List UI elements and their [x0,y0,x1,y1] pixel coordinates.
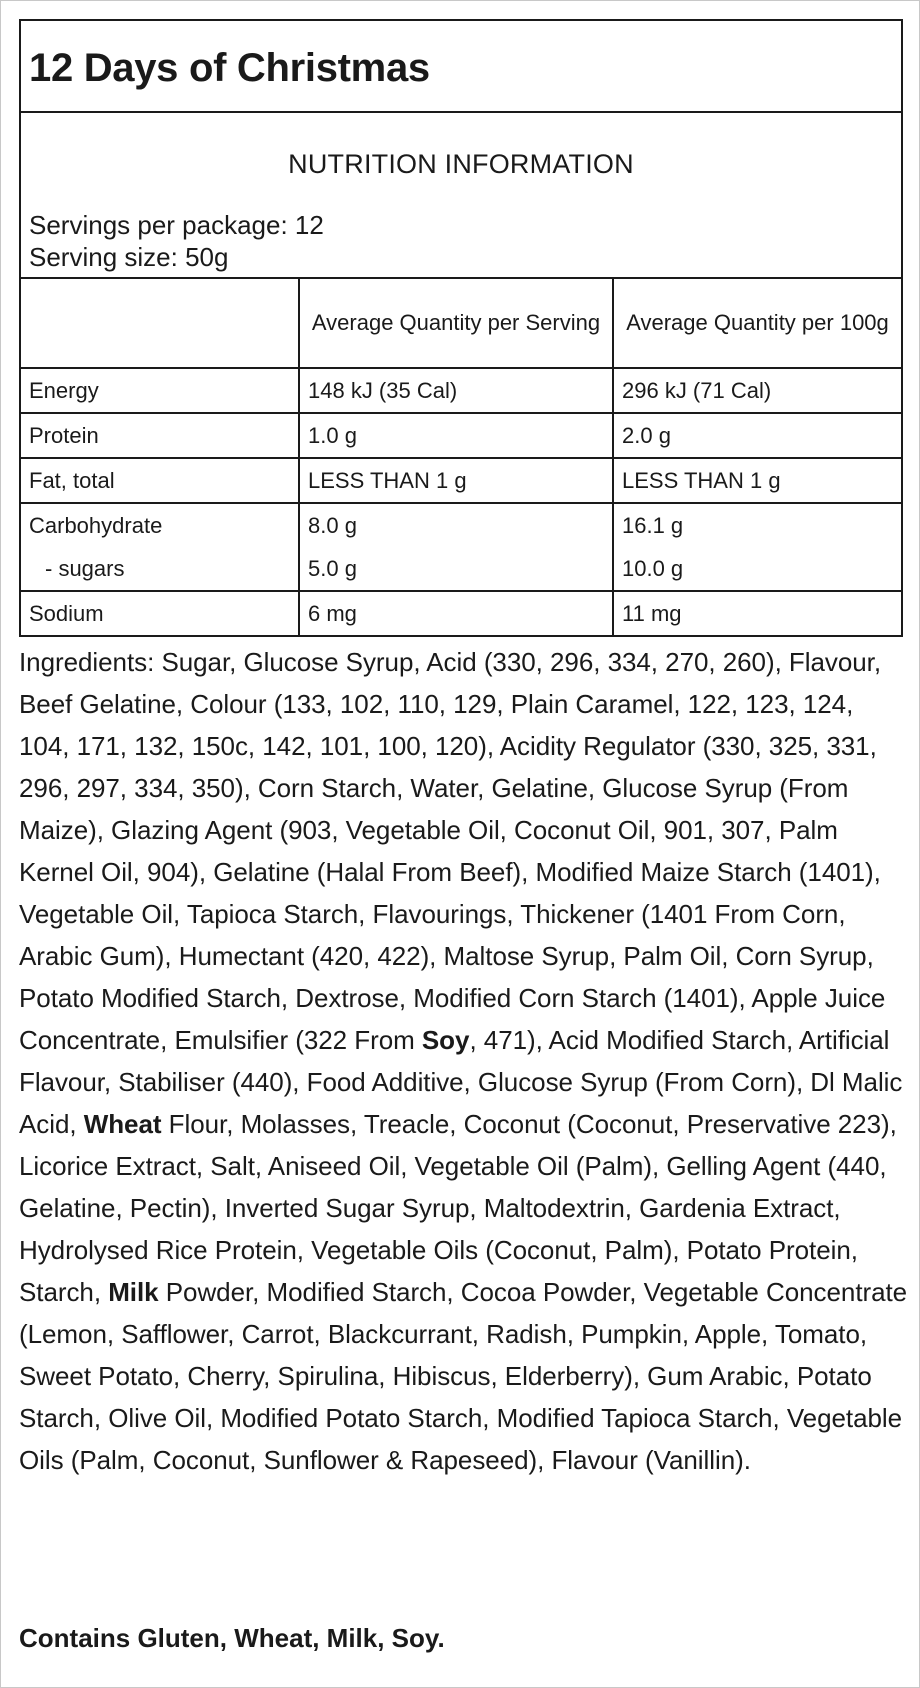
sub-value-per-100g: 10.0 g [622,556,684,581]
allergen-soy: Soy [421,1025,470,1055]
value-per-serving: 8.0 g [308,513,357,538]
nutrient-name: Sodium [21,591,299,636]
per-serving-cell [299,503,613,591]
column-header-per-100g: Average Quantity per 100g [613,279,901,368]
allergen-statement: Contains Gluten, Wheat, Milk, Soy. [19,1623,445,1653]
nutrient-name: Protein [21,413,299,458]
product-title: 12 Days of Christmas [29,45,430,90]
value-per-100g: 296 kJ (71 Cal) [613,368,901,413]
servings-block [29,209,324,273]
nutrient-name: Carbohydrate [29,513,163,538]
table-row-carbohydrate [21,503,901,591]
ingredients-text: Flour, Molasses, Treacle, Coconut (Coconut, Preservative 223), Licorice Extract, Salt, Aniseed Oil, Vegetable Oil (Palm), Gelling Agent (440, Gelatine, Pectin), Inverted Sugar Syrup, Maltodextrin, Gardenia Extract, Hydrolysed Rice Protein, Vegetable Oils (Coconut, Palm), Potato Protein, Starch, [19,1109,897,1307]
value-per-serving: 6 mg [299,591,613,636]
ingredients-text: Powder, Modified Starch, Cocoa Powder, Vegetable Concentrate (Lemon, Safflower, Carrot, Blackcurrant, Radish, Pumpkin, Apple, Tomato, Sweet Potato, Cherry, Spirulina, Hibiscus, Elderberry), Gum Arabic, Potato Starch, Olive Oil, Modified Potato Starch, Modified Tapioca Starch, Vegetable Oils (Palm, Coconut, Sunflower & Rapeseed), Flavour (Vanillin). [19,1277,908,1475]
title-box [21,21,901,113]
table-row-sodium [21,591,901,636]
allergen-wheat: Wheat [83,1109,162,1139]
nutrition-heading: NUTRITION INFORMATION [288,149,634,179]
nutrition-info-box [21,113,901,279]
serving-size: Serving size: 50g [29,242,229,272]
servings-per-package: Servings per package: 12 [29,210,324,240]
value-per-serving: LESS THAN 1 g [299,458,613,503]
table-row-fat [21,458,901,503]
table-row-protein [21,413,901,458]
value-per-100g: LESS THAN 1 g [613,458,901,503]
nutrient-name-cell [21,503,299,591]
value-per-serving: 148 kJ (35 Cal) [299,368,613,413]
table-row-energy [21,368,901,413]
nutrition-table [21,279,901,637]
value-per-100g: 16.1 g [622,513,684,538]
value-per-serving: 1.0 g [299,413,613,458]
ingredients-list [19,641,909,1481]
ingredients-text: Ingredients: Sugar, Glucose Syrup, Acid (330, 296, 334, 270, 260), Flavour, Beef Gelatine, Colour (133, 102, 110, 129, Plain Caramel, 122, 123, 124, 104, 171, 132, 150c, 142, 101, 100, 120), Acidity Regulator (330, 325, 331, 296, 297, 334, 350), Corn Starch, Water, Gelatine, Glucose Syrup (From Maize), Glazing Agent (903, Vegetable Oil, Coconut Oil, 901, 307, Palm Kernel Oil, 904), Gelatine (Halal From Beef), Modified Maize Starch (1401), Vegetable Oil, Tapioca Starch, Flavourings, Thickener (1401 From Corn, Arabic Gum), Humectant (420, 422), Maltose Syrup, Palm Oil, Corn Syrup, Potato Modified Starch, Dextrose, Modified Corn Starch (1401), Apple Juice Concentrate, Emulsifier (322 From [19,647,886,1055]
nutrient-name: Energy [21,368,299,413]
value-per-100g: 2.0 g [613,413,901,458]
column-header-nutrient [21,279,299,368]
nutrient-name: Fat, total [21,458,299,503]
ingredients-text: , 471), Acid Modified Starch, Artificial Flavour, Stabiliser (440), Food Additive, Glucose Syrup (From Corn), Dl Malic Acid, [19,1025,903,1139]
sub-nutrient-name: - sugars [45,556,125,581]
value-per-100g: 11 mg [613,591,901,636]
column-header-per-serving: Average Quantity per Serving [299,279,613,368]
allergen-milk: Milk [108,1277,159,1307]
per-100g-cell [613,503,901,591]
nutrition-panel [19,19,903,637]
table-header-row [21,279,901,368]
sub-value-per-serving: 5.0 g [308,556,357,581]
